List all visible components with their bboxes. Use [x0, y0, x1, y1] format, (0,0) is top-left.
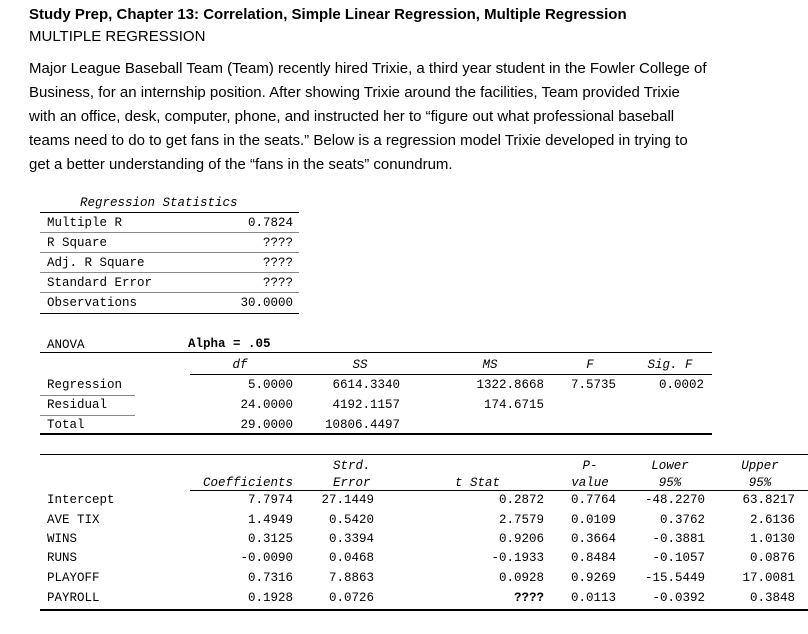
- row-rule: [40, 232, 299, 233]
- alpha-label: Alpha = .05: [188, 337, 271, 351]
- coef-row-label: Intercept: [47, 493, 115, 507]
- coef-p-value: 0.7764: [570, 493, 616, 507]
- anova-ms: 1322.8668: [476, 378, 544, 392]
- coef-value: 0.1928: [247, 591, 293, 605]
- coef-upper-95: 0.3848: [749, 591, 795, 605]
- anova-label: ANOVA: [47, 338, 85, 352]
- stat-value: ????: [262, 276, 293, 290]
- coef-p-value: 0.0109: [570, 513, 616, 527]
- anova-df: 5.0000: [247, 378, 293, 392]
- stat-value: ????: [262, 256, 293, 270]
- coef-value: 7.7974: [247, 493, 293, 507]
- header-std-error-2: Error: [333, 476, 371, 490]
- header-df: df: [232, 358, 248, 372]
- coef-lower-95: -0.0392: [652, 591, 705, 605]
- header-p-value-2: value: [571, 476, 609, 490]
- coef-row-label: RUNS: [47, 551, 78, 565]
- table-rule: [40, 212, 299, 213]
- row-rule: [40, 292, 299, 293]
- coef-lower-95: -15.5449: [644, 571, 705, 585]
- problem-description: Major League Baseball Team (Team) recently hired Trixie, a third year student in the Fowler College of Business, for an internship position. After showing Trixie around the facilities, Team provided Trixie with an office, desk, computer, phone, and instructed her to “figure out what professional baseball teams need to do to get fans in the seats.” Below is a regression model Trixie developed in trying to get a better understanding of the “fans in the seats” conundrum.: [29, 60, 707, 173]
- coef-value: -0.0090: [240, 551, 293, 565]
- coef-upper-95: 63.8217: [742, 493, 795, 507]
- coef-upper-95: 17.0081: [742, 571, 795, 585]
- coef-t-stat: 0.9206: [498, 532, 544, 546]
- coef-t-stat: 2.7579: [498, 513, 544, 527]
- coef-lower-95: 0.3762: [659, 513, 705, 527]
- coef-lower-95: -0.3881: [652, 532, 705, 546]
- header-coefficients: Coefficients: [202, 476, 293, 490]
- coef-std-error: 27.1449: [321, 493, 374, 507]
- coef-t-stat: 0.0928: [498, 571, 544, 585]
- row-rule: [40, 415, 135, 416]
- stat-label: Multiple R: [47, 216, 123, 230]
- page-subtitle: MULTIPLE REGRESSION: [29, 28, 206, 45]
- coef-t-stat: 0.2872: [498, 493, 544, 507]
- stat-value: 30.0000: [240, 296, 293, 310]
- anova-df: 24.0000: [240, 398, 293, 412]
- table-rule: [40, 433, 712, 435]
- coef-p-value: 0.8484: [570, 551, 616, 565]
- header-ms: MS: [482, 358, 498, 372]
- regression-statistics-heading: Regression Statistics: [80, 196, 238, 210]
- coef-value: 0.7316: [247, 571, 293, 585]
- anova-df: 29.0000: [240, 418, 293, 432]
- stat-label: R Square: [47, 236, 108, 250]
- header-t-stat: t Stat: [455, 476, 501, 490]
- coef-upper-95: 1.0130: [749, 532, 795, 546]
- stat-value: ????: [262, 236, 293, 250]
- page-title: Study Prep, Chapter 13: Correlation, Simple Linear Regression, Multiple Regression: [29, 6, 627, 23]
- stat-label: Adj. R Square: [47, 256, 145, 270]
- anova-row-label: Regression: [47, 378, 123, 392]
- coef-row-label: PLAYOFF: [47, 571, 100, 585]
- table-rule: [40, 352, 712, 353]
- coef-p-value: 0.9269: [570, 571, 616, 585]
- coef-lower-95: -48.2270: [644, 493, 705, 507]
- coef-p-value: 0.3664: [570, 532, 616, 546]
- anova-row-label: Total: [47, 418, 85, 432]
- header-p-value-1: P-: [582, 459, 598, 473]
- coef-t-stat: -0.1933: [491, 551, 544, 565]
- header-rule: [190, 490, 808, 491]
- coef-upper-95: 0.0876: [749, 551, 795, 565]
- coef-std-error: 7.8863: [328, 571, 374, 585]
- stat-label: Standard Error: [47, 276, 153, 290]
- coef-t-stat: ????: [513, 591, 544, 605]
- coef-std-error: 0.3394: [328, 532, 374, 546]
- row-rule: [40, 252, 299, 253]
- coef-value: 1.4949: [247, 513, 293, 527]
- stat-label: Observations: [47, 296, 138, 310]
- stat-value: 0.7824: [247, 216, 293, 230]
- table-rule: [40, 454, 808, 455]
- header-ss: SS: [352, 358, 368, 372]
- row-rule: [40, 395, 135, 396]
- header-rule: [190, 374, 712, 375]
- coef-std-error: 0.0726: [328, 591, 374, 605]
- table-rule: [40, 313, 299, 314]
- coef-std-error: 0.0468: [328, 551, 374, 565]
- anova-f: 7.5735: [570, 378, 616, 392]
- anova-ss: 6614.3340: [332, 378, 400, 392]
- anova-ss: 4192.1157: [332, 398, 400, 412]
- row-rule: [40, 272, 299, 273]
- header-lower-95-2: 95%: [658, 476, 682, 490]
- anova-row-label: Residual: [47, 398, 108, 412]
- coef-std-error: 0.5420: [328, 513, 374, 527]
- coef-value: 0.3125: [247, 532, 293, 546]
- header-sig-f: Sig. F: [647, 358, 693, 372]
- coef-p-value: 0.0113: [570, 591, 616, 605]
- coef-row-label: PAYROLL: [47, 591, 100, 605]
- anova-ss: 10806.4497: [324, 418, 400, 432]
- header-f: F: [586, 358, 594, 372]
- header-upper-95-2: 95%: [748, 476, 772, 490]
- header-std-error-1: Strd.: [333, 459, 371, 473]
- coef-lower-95: -0.1057: [652, 551, 705, 565]
- header-lower-95-1: Lower: [651, 459, 689, 473]
- anova-ms: 174.6715: [483, 398, 544, 412]
- header-upper-95-1: Upper: [741, 459, 779, 473]
- coef-row-label: AVE TIX: [47, 513, 100, 527]
- coef-upper-95: 2.6136: [749, 513, 795, 527]
- table-rule: [40, 609, 808, 611]
- coef-row-label: WINS: [47, 532, 78, 546]
- anova-sig-f: 0.0002: [658, 378, 704, 392]
